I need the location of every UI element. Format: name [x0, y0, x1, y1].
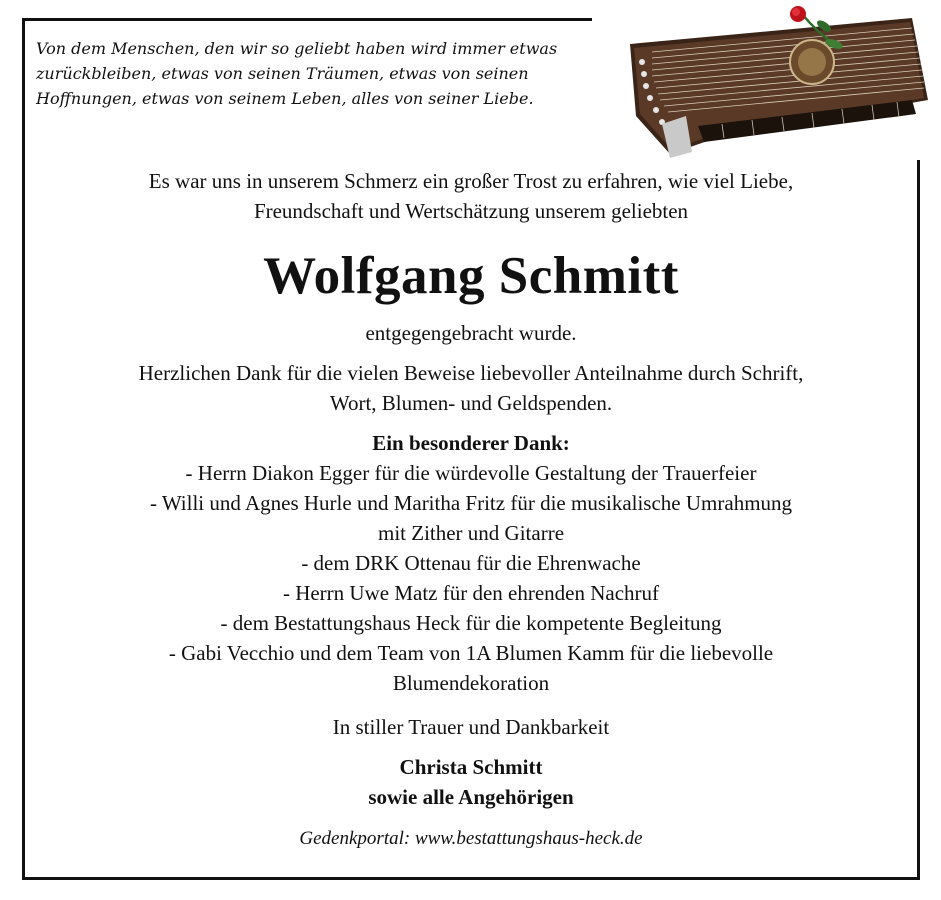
thanks-text: [25, 358, 917, 418]
deceased-name: Wolfgang Schmitt: [263, 247, 679, 305]
special-thanks-item: mit Zither und Gitarre: [377, 521, 565, 545]
zither-with-rose-icon: [612, 4, 934, 164]
intro-line: Es war uns in unserem Schmerz ein großer Trost zu erfahren, wie viel Liebe,: [148, 169, 794, 193]
after-name-text: entgegengebracht wurde.: [365, 321, 577, 345]
thanks-line: Wort, Blumen- und Geldspenden.: [329, 391, 613, 415]
signatory-family: sowie alle Angehörigen: [368, 785, 574, 809]
special-thanks-item: - Willi und Agnes Hurle und Maritha Fritz für die musikalische Umrahmung: [149, 491, 793, 515]
quote-line: Hoffnungen, etwas von seinem Leben, alles von seiner Liebe.: [36, 89, 534, 108]
special-thanks-item: - Herrn Uwe Matz für den ehrenden Nachruf: [282, 581, 660, 605]
intro-line: Freundschaft und Wertschätzung unserem geliebten: [253, 199, 689, 223]
special-thanks-item: - dem Bestattungshaus Heck für die kompetente Begleitung: [220, 611, 722, 635]
special-thanks-item: - Herrn Diakon Egger für die würdevolle Gestaltung der Trauerfeier: [185, 461, 757, 485]
special-thanks-item: - Gabi Vecchio und dem Team von 1A Blumen Kamm für die liebevolle: [168, 641, 774, 665]
special-thanks-item: Blumendekoration: [392, 671, 550, 695]
frame-top-line: [22, 18, 592, 21]
special-thanks-heading: Ein besonderer Dank:: [372, 431, 570, 455]
memorial-quote: [36, 36, 616, 111]
signatories: [25, 752, 917, 812]
acknowledgement-body: [25, 166, 917, 850]
quote-line: Von dem Menschen, den wir so geliebt haben wird immer etwas: [36, 39, 558, 58]
special-thanks-item: - dem DRK Ottenau für die Ehrenwache: [301, 551, 641, 575]
intro-text: [25, 166, 917, 226]
closing-text: In stiller Trauer und Dankbarkeit: [332, 715, 610, 739]
special-thanks-list: [25, 428, 917, 698]
frame-right-line: [917, 160, 920, 880]
quote-line: zurückbleiben, etwas von seinen Träumen, etwas von seinen: [36, 64, 529, 83]
signatory-name: Christa Schmitt: [399, 755, 543, 779]
frame-bottom-line: [22, 877, 920, 880]
thanks-line: Herzlichen Dank für die vielen Beweise liebevoller Anteilnahme durch Schrift,: [138, 361, 804, 385]
memorial-portal-link: Gedenkportal: www.bestattungshaus-heck.de: [299, 828, 643, 849]
